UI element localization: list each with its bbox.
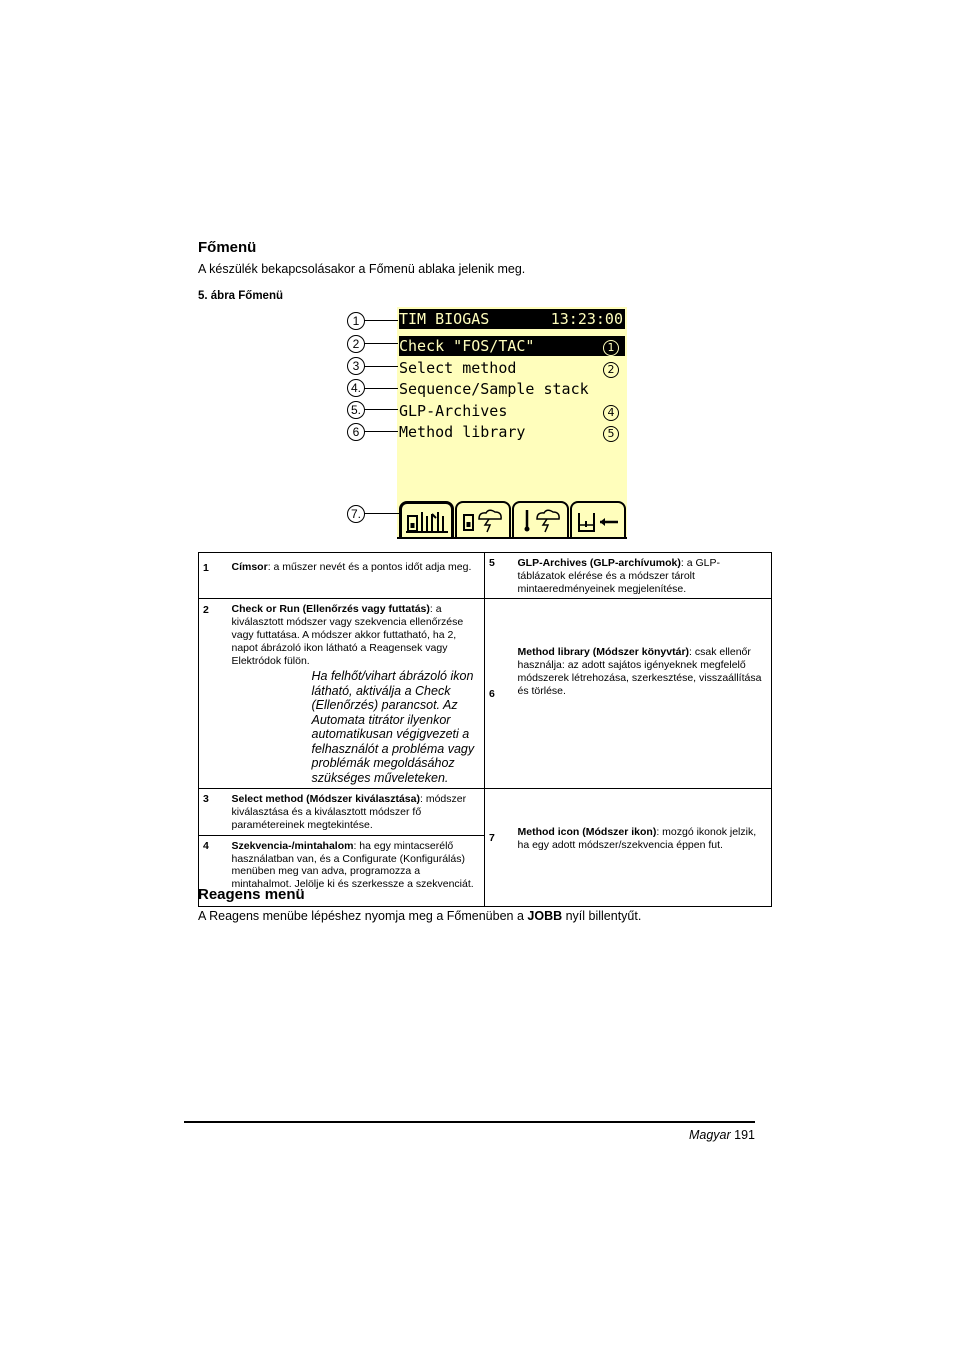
legend-term: Method icon (Módszer ikon) <box>517 825 657 838</box>
section2-text-after: nyíl billentyűt. <box>562 909 642 923</box>
callout-line <box>364 320 398 321</box>
reagent-storm-icon <box>461 507 505 533</box>
legend-table <box>198 552 772 907</box>
legend-term: Címsor <box>231 561 268 573</box>
callout-line <box>364 431 398 432</box>
legend-cell-7 <box>514 789 772 906</box>
callout-6: 6 <box>347 423 365 441</box>
legend-cell-2 <box>228 599 485 789</box>
lcd-badge: 4 <box>603 405 619 421</box>
footer-language: Magyar <box>688 1128 731 1142</box>
callout-1: 1 <box>347 312 365 330</box>
legend-num: 6 <box>485 599 514 789</box>
legend-desc: : mozgó ikonok jelzik, ha egy adott módszer/szekvencia éppen fut. <box>517 825 757 851</box>
legend-num: 7 <box>485 789 514 906</box>
lcd-menu-item-glp-archives[interactable] <box>399 401 625 421</box>
legend-desc: : ha egy mintacserélő használatban van, és a Configurate (Konfigurálás) menüben meg van adva, programozza a mintahalmot. Jelölje ki és szerkessze a szekvenciát. <box>231 839 474 891</box>
lcd-screen <box>397 307 627 539</box>
key-name: JOBB <box>527 909 563 923</box>
lcd-clock: 13:23:00 <box>550 310 623 328</box>
tab-exit[interactable] <box>570 501 626 537</box>
tab-electrodes[interactable] <box>512 501 569 537</box>
callout-3: 3 <box>347 357 365 375</box>
legend-desc: : a kiválasztott módszer vagy szekvencia ellenőrzése vagy futtatása. A módszer akkor futtatható, ha 2, napot ábrázoló ikon látható a Reagensek vagy Elektródok fülön. <box>231 603 464 667</box>
legend-num: 1 <box>199 553 228 599</box>
figure-caption: 5. ábra Főmenü <box>198 290 283 302</box>
lcd-tab-bar <box>397 501 627 539</box>
lcd-menu-item-method-library[interactable] <box>399 422 625 442</box>
lcd-menu-item-check[interactable] <box>399 336 625 356</box>
method-icon <box>405 508 449 534</box>
callout-line <box>364 388 398 389</box>
footer-rule <box>184 1121 755 1123</box>
page-number: 191 <box>734 1128 755 1142</box>
section2-text-before: A Reagens menübe lépéshez nyomja meg a Főmenüben a <box>198 909 528 923</box>
callout-5: 5. <box>347 401 365 419</box>
legend-term: Szekvencia-/mintahalom <box>231 839 354 852</box>
lcd-menu-item-sequence[interactable] <box>399 379 625 399</box>
lcd-menu-label: Sequence/Sample stack <box>399 380 589 398</box>
electrode-storm-icon <box>519 507 563 533</box>
legend-num: 2 <box>199 599 228 789</box>
lcd-badge: 2 <box>603 362 619 378</box>
legend-desc: : csak ellenőr használja: az adott sajátos igényeknek megfelelő módszerek létrehozása, szerkesztése, visszaállítása és törlése. <box>517 646 762 697</box>
legend-desc: : a műszer nevét és a pontos időt adja meg. <box>267 561 472 573</box>
callout-4: 4. <box>347 379 365 397</box>
legend-term: Check or Run (Ellenőrzés vagy futtatás) <box>231 603 430 616</box>
beaker-arrow-icon <box>576 507 620 533</box>
legend-term: Method library (Módszer könyvtár) <box>517 646 690 659</box>
section-title-reagens: Reagens menü <box>198 886 305 903</box>
lcd-title-left: TIM BIOGAS <box>399 310 490 328</box>
footer <box>600 1128 755 1142</box>
legend-cell-5 <box>514 553 772 599</box>
lcd-menu-label: GLP-Archives <box>399 402 508 420</box>
legend-num: 3 <box>199 789 228 835</box>
callout-line <box>364 409 398 410</box>
tab-method[interactable] <box>399 501 454 537</box>
legend-term: GLP-Archives (GLP-archívumok) <box>517 557 681 569</box>
callout-line <box>364 366 398 367</box>
legend-cell-3 <box>228 789 485 835</box>
legend-note-text: Ha felhőt/vihart ábrázoló ikon látható, aktiválja a Check (Ellenőrzés) parancsot. Az Automata titrátor ilyenkor automatikusan végigvezeti a felhasználót a probléma vagy problémák megoldásához szükséges műveleteken. <box>311 669 475 785</box>
legend-desc: : a GLP-táblázatok elérése és a módszer tárolt mintaeredményeinek megjelenítése. <box>517 557 720 595</box>
tab-reagents[interactable] <box>455 501 511 537</box>
legend-cell-1 <box>228 553 485 599</box>
section-title-fomenu: Főmenü <box>198 239 257 256</box>
lcd-badge: 5 <box>603 426 619 442</box>
legend-cell-6 <box>514 599 772 789</box>
lcd-menu-label: Check "FOS/TAC" <box>399 337 535 355</box>
callout-2: 2 <box>347 335 365 353</box>
lcd-menu-label: Select method <box>399 359 517 377</box>
legend-term: Select method (Módszer kiválasztása) <box>231 793 420 806</box>
section-intro: A készülék bekapcsolásakor a Főmenü ablaka jelenik meg. <box>198 262 526 276</box>
lcd-menu-item-select-method[interactable] <box>399 358 625 378</box>
legend-note <box>232 669 481 785</box>
callout-line <box>364 513 400 514</box>
callout-7: 7. <box>347 505 365 523</box>
section2-text <box>198 909 641 923</box>
lcd-menu-label: Method library <box>399 423 526 441</box>
legend-num: 4 <box>199 835 228 906</box>
lcd-badge: 1 <box>603 340 619 356</box>
callout-line <box>364 343 398 344</box>
lcd-title-bar <box>399 309 625 329</box>
legend-num: 5 <box>485 553 514 599</box>
legend-desc: : módszer kiválasztása és a kiválasztott módszer fő paramétereinek megtekintése. <box>231 793 467 831</box>
